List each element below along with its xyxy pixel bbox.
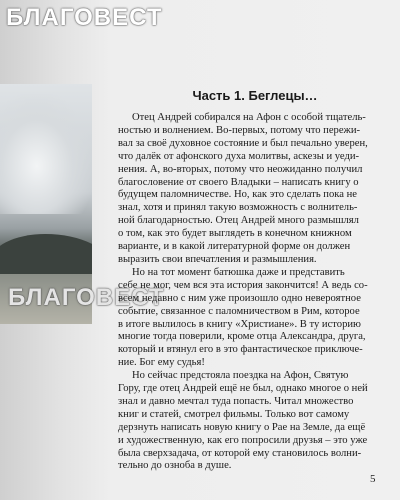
cloud-shape — [0, 94, 92, 214]
text-line: многие тогда поверили, кроме отца Александра, друга, — [118, 331, 366, 343]
text-line: тельно до озноба в душе. — [118, 460, 232, 472]
paragraph — [118, 370, 386, 473]
text-line: знал и давно мечтал туда попасть. Читал множество — [118, 395, 354, 407]
paragraph — [118, 267, 386, 370]
text-line: благословение от своего Владыки – написать книгу о — [118, 176, 359, 188]
text-line: всем недавно с ним уже произошло одно невероятное — [118, 292, 361, 304]
text-line: нения. А, во-вторых, потому что неожиданно получил — [118, 163, 363, 175]
text-line: который и втянул его в это фантастическое приключе- — [118, 344, 363, 356]
text-line: была сверхзадача, от которой ему становилось волни- — [118, 447, 362, 459]
text-line: Но на тот момент батюшка даже и представить — [132, 266, 345, 278]
text-line: знал, хотя и принял такую возможность с волнитель- — [118, 202, 358, 214]
text-line: Отец Андрей собирался на Афон с особой тщатель- — [132, 112, 366, 123]
text-line: Гору, где отец Андрей ещё не был, однако многое о ней — [118, 383, 368, 395]
text-line: вал за своё духовное состояние и был печально уверен, — [118, 137, 368, 149]
text-line: ной благодарностью. Отец Андрей много размышлял — [118, 215, 359, 227]
text-line: в итоге вылилось в книгу «Христиане». В ту историю — [118, 318, 361, 330]
text-line: выразить свои впечатления и размышления. — [118, 253, 317, 265]
text-line: варианте, и в какой литературной форме он должен — [118, 241, 351, 253]
text-line: и художественную, как его попросили друзья – это уже — [118, 434, 368, 446]
paragraph — [118, 112, 386, 267]
text-line: событие, связанное с паломничеством в Рим, которое — [118, 305, 360, 317]
chapter-heading: Часть 1. Беглецы… — [192, 88, 318, 103]
watermark-logo: БЛАГОВЕСТ — [6, 4, 163, 31]
page-number: 5 — [370, 473, 376, 485]
text-line: дерзнуть написать новую книгу о Рае на Земле, да ещё — [118, 421, 366, 433]
text-line: о том, как это будет выглядеть в конечном книжном — [118, 228, 352, 240]
text-line: что далёк от афонского духа молитвы, аскезы и уеди- — [118, 150, 360, 162]
watermark-logo-lower: БЛАГОВЕСТ — [8, 284, 165, 311]
text-line: Но сейчас предстояла поездка на Афон, Святую — [132, 370, 349, 382]
text-line: ние. Бог ему судья! — [118, 357, 205, 369]
text-line: ностью и волнением. Во-первых, потому что пережи- — [118, 124, 361, 136]
text-line: себе не мог, чем вся эта история закончится! А ведь со- — [118, 279, 368, 291]
text-line: будущем паломничестве. Но, как это сделать пока не — [118, 189, 357, 201]
body-text — [118, 112, 386, 473]
text-line: книг и статей, смотрел фильмы. Только вот самому — [118, 408, 350, 420]
